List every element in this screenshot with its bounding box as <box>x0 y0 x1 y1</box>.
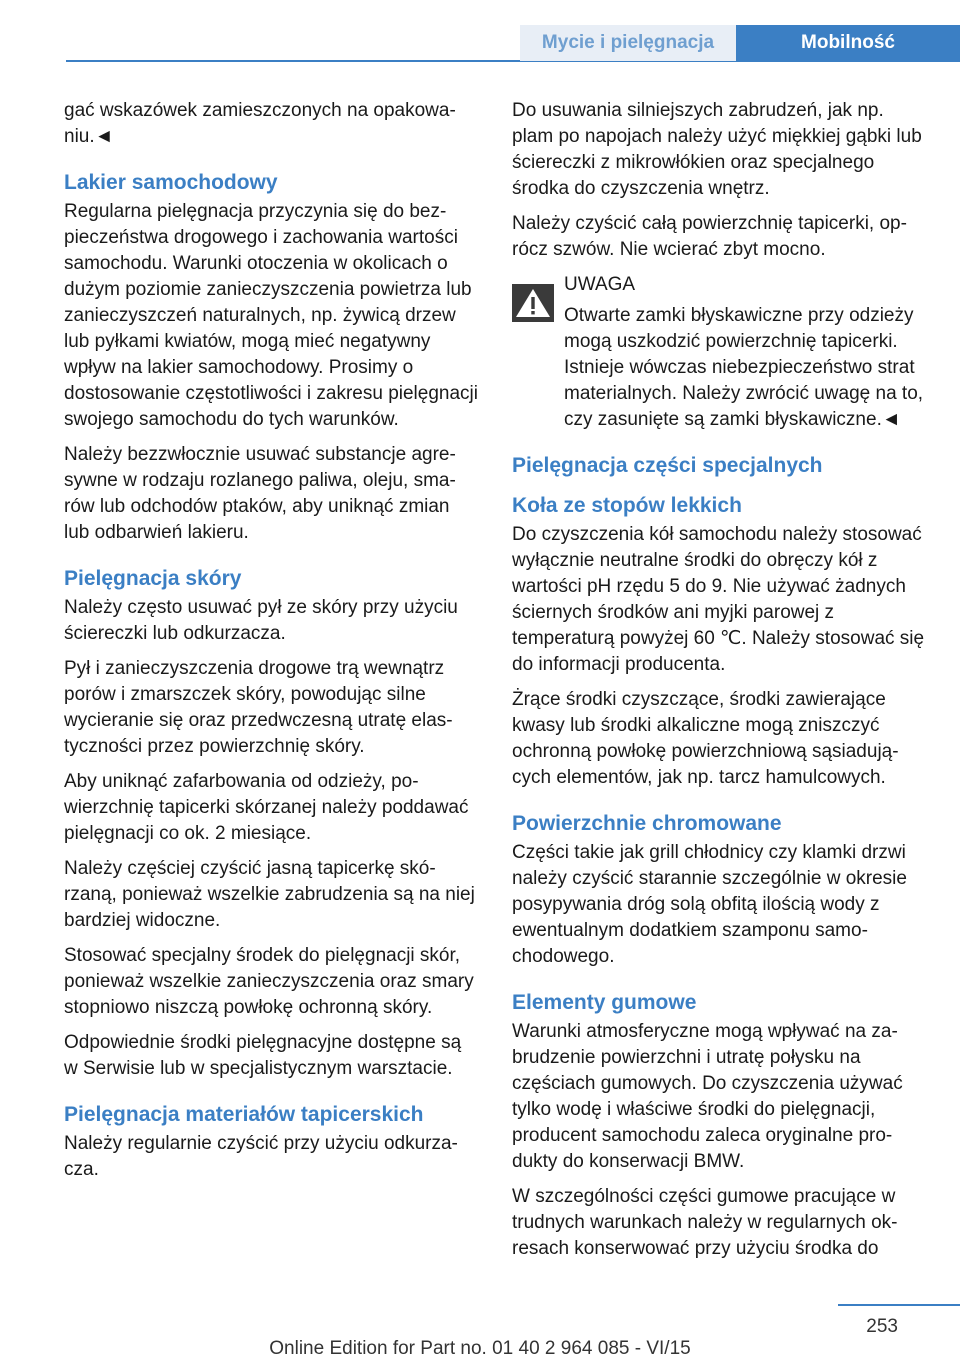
warning-label: UWAGA <box>564 274 636 295</box>
paragraph: Należy częściej czyścić jasną tapicerkę skórzaną, ponieważ wszelkie zabrudzenia są na niej bardziej widoczne. <box>64 858 475 931</box>
heading-rubber-parts: Elementy gumowe <box>512 991 697 1014</box>
heading-chrome-surfaces: Powierzchnie chromowane <box>512 812 782 835</box>
paragraph: Aby uniknąć zafarbowania od odzieży, powierzchnię tapicerki skórzanej należy poddawać pielęgnacji co ok. 2 miesiące. <box>64 771 469 844</box>
paragraph: Należy często usuwać pył ze skóry przy użyciu ściereczki lub odkurzacza. <box>64 597 458 644</box>
warning-triangle-icon <box>512 284 554 322</box>
paragraph: Warunki atmosferyczne mogą wpływać na zabrudzenie powierzchni i utratę połysku na częściach gumowych. Do czyszczenia używać tylko wodę i właściwe środki do pielęgnacji, producent samochodu zaleca oryginalne produkty do konserwacji BMW. <box>512 1021 903 1172</box>
footer-rule <box>838 1304 960 1306</box>
paragraph: Żrące środki czyszczące, środki zawierające kwasy lub środki alkaliczne mogą zniszczyć ochronną powłokę powierzchniową sąsiadujących elementów, jak np. tarcz hamulcowych. <box>512 689 899 788</box>
paragraph: W szczególności części gumowe pracujące w trudnych warunkach należy w regularnych okresach konserwować przy użyciu środka do <box>512 1186 898 1259</box>
paragraph: Odpowiednie środki pielęgnacyjne dostępne są w Serwisie lub w specjalistycznym warsztacie. <box>64 1032 462 1079</box>
paragraph: Do usuwania silniejszych zabrudzeń, jak np. plam po napojach należy użyć miękkiej gąbki lub ściereczki z mikrowłókien oraz specjalnego środka do czyszczenia wnętrz. <box>512 100 922 199</box>
heading-car-paint: Lakier samochodowy <box>64 171 278 194</box>
right-column <box>512 98 928 1271</box>
tab-section[interactable]: Mycie i pielęgnacja <box>520 25 736 61</box>
tab-chapter[interactable]: Mobilność <box>736 25 960 61</box>
paragraph: Pył i zanieczyszczenia drogowe trą wewnątrz porów i zmarszczek skóry, powodując silne wycieranie się oraz przedwczesną utratę elastyczności przez powierzchnię skóry. <box>64 658 453 757</box>
heading-special-parts: Pielęgnacja części specjalnych <box>512 454 823 477</box>
paragraph: Części takie jak grill chłodnicy czy klamki drzwi należy czyścić starannie szczególnie w okresie posypywania dróg solą obfitą ilością wody z ewentualnym dodatkiem szamponu samochodowego. <box>512 842 907 967</box>
warning-text: Otwarte zamki błyskawiczne przy odzieży mogą uszkodzić powierzchnię tapicerki. Istnieje wówczas niebezpieczeństwo strat materialnych. Należy zwrócić uwagę na to, czy zasunięte są zamki błyskawiczne.◄ <box>564 305 924 430</box>
heading-alloy-wheels: Koła ze stopów lekkich <box>512 494 742 517</box>
edition-text: Online Edition for Part no. 01 40 2 964 085 - VI/15 <box>269 1338 691 1359</box>
paragraph: Regularna pielęgnacja przyczynia się do bezpieczeństwa drogowego i zachowania wartości samochodu. Warunki otoczenia w okolicach o dużym poziomie zanieczyszczenia powietrza lub zanieczyszczeń naturalnych, np. żywicą drzew lub pyłkami kwiatów, mogą mieć negatywny wpływ na lakier samochodowy. Prosimy o dostosowanie częstotliwości i zakresu pielęgnacji swojego samochodu do tych warunków. <box>64 201 478 430</box>
heading-leather-care: Pielęgnacja skóry <box>64 567 242 590</box>
paragraph: Do czyszczenia kół samochodu należy stosować wyłącznie neutralne środki do obręczy kół z wartości pH rzędu 5 do 9. Nie używać żadnych ściernych środków ani myjki parowej z temperaturą powyżej 60 ℃. Należy stosować się do informacji producenta. <box>512 524 925 675</box>
paragraph: Należy regularnie czyścić przy użyciu odkurzacza. <box>64 1133 458 1180</box>
paragraph: Należy bezzwłocznie usuwać substancje agresywne w rodzaju rozlanego paliwa, oleju, smarów lub odchodów ptaków, aby uniknąć zmian lub odbarwień lakieru. <box>64 444 456 543</box>
left-column <box>64 98 478 1192</box>
heading-upholstery-care: Pielęgnacja materiałów tapicerskich <box>64 1103 424 1126</box>
paragraph: gać wskazówek zamieszczonych na opakowaniu.◄ <box>64 100 456 147</box>
page-number: 253 <box>866 1316 898 1337</box>
warning-box <box>512 272 928 433</box>
paragraph: Stosować specjalny środek do pielęgnacji skór, ponieważ wszelkie zanieczyszczenia oraz smary stopniowo niszczą powłokę ochronną skóry. <box>64 945 474 1018</box>
paragraph: Należy czyścić całą powierzchnię tapicerki, oprócz szwów. Nie wcierać zbyt mocno. <box>512 213 907 260</box>
